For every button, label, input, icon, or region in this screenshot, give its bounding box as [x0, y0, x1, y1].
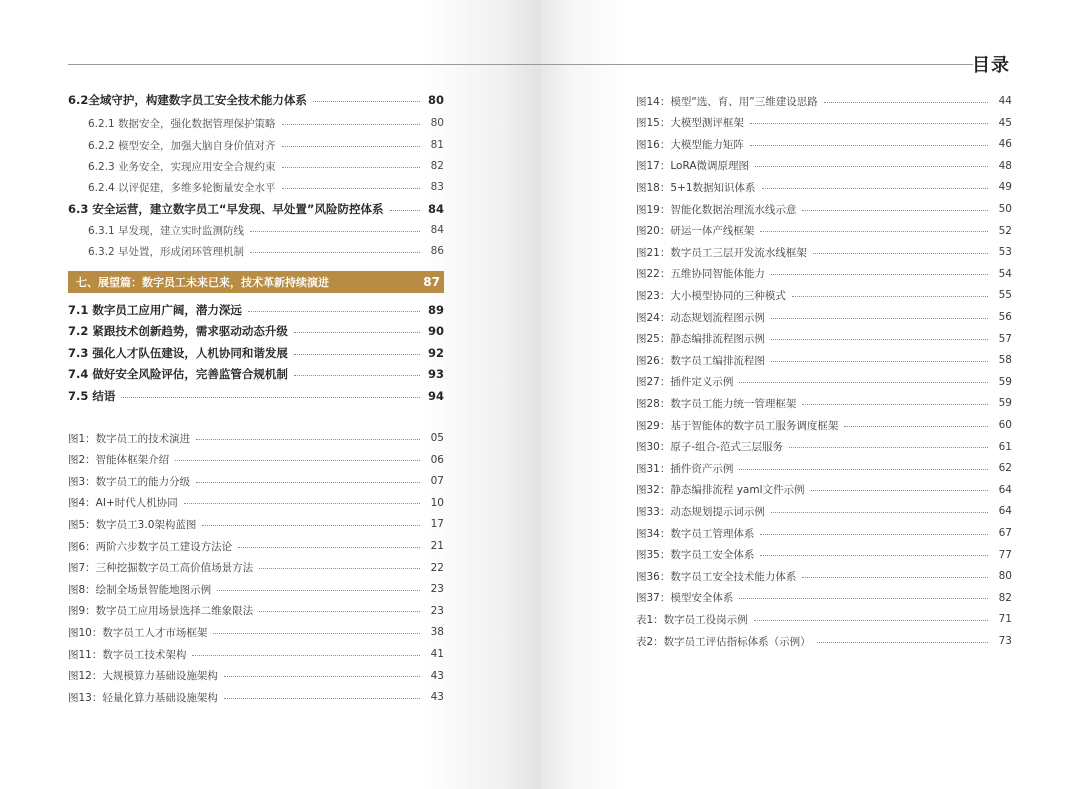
toc-page-number: 67: [998, 527, 1012, 539]
toc-page-number: 90: [427, 324, 444, 338]
dot-leader: [224, 698, 420, 699]
dot-leader: [754, 620, 988, 621]
figure-list-row[interactable]: [636, 350, 1012, 370]
toc-subsection-row[interactable]: [88, 220, 444, 240]
dot-leader: [771, 274, 988, 275]
toc-entry-title: 图23：大小模型协同的三种模式: [636, 289, 786, 302]
toc-page-number: 81: [430, 139, 444, 151]
toc-entry-title: 图14：模型“选、育、用”三维建设思路: [636, 95, 818, 108]
figure-list-row[interactable]: [68, 450, 444, 470]
figure-list-row[interactable]: [636, 415, 1012, 435]
toc-page-number: 17: [430, 518, 444, 531]
dot-leader: [844, 426, 988, 427]
dot-leader: [192, 655, 420, 656]
toc-page-number: 07: [430, 475, 444, 488]
toc-page-number: 48: [998, 159, 1012, 172]
dot-leader: [771, 512, 988, 513]
toc-entry-title: 图6：两阶六步数字员工建设方法论: [68, 540, 233, 553]
dot-leader: [811, 490, 989, 491]
toc-entry-title: 图32：静态编排流程 yaml文件示例: [636, 484, 805, 497]
toc-entry-title: 图17：LoRA微调原理图: [636, 160, 750, 173]
toc-page-number: 54: [998, 267, 1012, 280]
toc-page-number: 53: [998, 246, 1012, 259]
figure-list-row[interactable]: [636, 264, 1012, 284]
dot-leader: [282, 146, 420, 147]
figure-list-row[interactable]: [68, 622, 444, 642]
toc-subsection-row[interactable]: [88, 135, 444, 155]
dot-leader: [750, 145, 988, 146]
toc-section-row[interactable]: [68, 343, 444, 363]
figure-list-row[interactable]: [636, 566, 1012, 586]
dot-leader: [213, 633, 420, 634]
figure-list-row[interactable]: [636, 242, 1012, 262]
toc-entry-title: 图30：原子-组合-范式三层服务: [636, 441, 783, 454]
figure-list-row[interactable]: [636, 199, 1012, 219]
toc-entry-title: 6.3.2 早处置，形成闭环管理机制: [88, 245, 245, 258]
figure-list-row[interactable]: [636, 609, 1012, 629]
toc-page-number: 05: [430, 432, 444, 444]
toc-entry-title: 7.4 做好安全风险评估，完善监管合规机制: [68, 367, 288, 381]
toc-page-number: 06: [430, 453, 444, 466]
dot-leader: [755, 166, 988, 167]
toc-page-number: 10: [430, 496, 444, 509]
dot-leader: [248, 311, 420, 312]
toc-page-number: 84: [427, 202, 444, 216]
toc-entry-title: 7.2 紧跟技术创新趋势，需求驱动动态升级: [68, 324, 288, 338]
dot-leader: [739, 469, 988, 470]
toc-page-number: 80: [998, 570, 1012, 583]
dot-leader: [202, 525, 420, 526]
toc-entry-title: 图28：数字员工能力统一管理框架: [636, 397, 797, 410]
dot-leader: [792, 296, 988, 297]
toc-page-number: 80: [430, 117, 444, 129]
toc-page-number: 49: [998, 181, 1012, 194]
toc-page-number: 56: [998, 311, 1012, 323]
toc-section-row[interactable]: [68, 199, 444, 219]
toc-subsection-row[interactable]: [88, 177, 444, 197]
dot-leader: [817, 642, 988, 643]
figure-list-row[interactable]: [636, 91, 1012, 111]
dot-leader: [750, 123, 988, 124]
toc-page-number: 89: [427, 303, 444, 317]
figure-list-row[interactable]: [636, 480, 1012, 500]
dot-leader: [282, 124, 420, 125]
figure-list-row[interactable]: [68, 579, 444, 599]
dot-leader: [294, 375, 420, 376]
toc-entry-title: 7.3 强化人才队伍建设，人机协同和谐发展: [68, 346, 288, 360]
toc-subsection-row[interactable]: [88, 156, 444, 176]
dot-leader: [282, 188, 420, 189]
chapter-7-band[interactable]: [68, 271, 444, 293]
toc-entry-title: 图11：数字员工技术架构: [68, 648, 187, 661]
figure-list-row[interactable]: [68, 687, 444, 707]
toc-entry-title: 图9：数字员工应用场景选择二维象限法: [68, 605, 254, 618]
toc-page-number: 23: [430, 604, 444, 617]
toc-page-number: 23: [430, 583, 444, 596]
toc-entry-title: 图35：数字员工安全体系: [636, 549, 755, 562]
figure-list-row[interactable]: [636, 285, 1012, 305]
dot-leader: [760, 534, 988, 535]
dot-leader: [196, 482, 420, 483]
toc-entry-title: 图22：五维协同智能体能力: [636, 268, 765, 281]
toc-entry-title: 图16：大模型能力矩阵: [636, 138, 744, 151]
toc-page-number: 59: [998, 397, 1012, 410]
toc-page-number: 83: [430, 181, 444, 193]
dot-leader: [250, 252, 420, 253]
dot-leader: [217, 590, 420, 591]
dot-leader: [175, 460, 420, 461]
figure-list-row[interactable]: [636, 588, 1012, 608]
dot-leader: [196, 439, 420, 440]
toc-entry-title: 图34：数字员工管理体系: [636, 527, 755, 540]
toc-page-number: 55: [998, 289, 1012, 302]
toc-entry-title: 图13：轻量化算力基础设施架构: [68, 691, 218, 704]
toc-page-number: 44: [998, 95, 1012, 107]
toc-page-number: 61: [998, 440, 1012, 453]
toc-page-number: 21: [430, 540, 444, 552]
figure-list-row[interactable]: [636, 393, 1012, 413]
toc-entry-title: 图2：智能体框架介绍: [68, 454, 170, 467]
dot-leader: [760, 555, 988, 556]
toc-page-number: 94: [427, 389, 444, 403]
dot-leader: [789, 447, 988, 448]
toc-page-number: 84: [430, 224, 444, 236]
toc-entry-title: 图20：研运一体产线框架: [636, 225, 755, 238]
toc-section-row[interactable]: [68, 90, 444, 110]
dot-leader: [294, 354, 420, 355]
toc-page-number: 43: [430, 669, 444, 682]
figure-list-row[interactable]: [636, 156, 1012, 176]
toc-entry-title: 表2：数字员工评估指标体系（示例）: [636, 635, 811, 648]
toc-page-number: 57: [998, 332, 1012, 345]
toc-entry-title: 图37：模型安全体系: [636, 592, 734, 605]
toc-entry-title: 7.1 数字员工应用广阔，潜力深远: [68, 303, 242, 317]
toc-subsection-row[interactable]: [88, 113, 444, 133]
figure-list-row[interactable]: [68, 644, 444, 664]
dot-leader: [313, 101, 420, 102]
toc-page-number: 82: [430, 160, 444, 172]
toc-page-number: 46: [998, 138, 1012, 151]
dot-leader: [390, 210, 421, 211]
toc-entry-title: 6.2.3 业务安全，实现应用安全合规约束: [88, 160, 276, 173]
toc-page-number: 64: [998, 505, 1012, 518]
toc-entry-title: 图12：大规模算力基础设施架构: [68, 670, 218, 683]
toc-entry-title: 图25：静态编排流程图示例: [636, 333, 765, 346]
toc-entry-title: 6.2全域守护，构建数字员工安全技术能力体系: [68, 93, 307, 107]
toc-page-number: 50: [998, 203, 1012, 215]
figure-list-row[interactable]: [68, 601, 444, 621]
figure-list-row[interactable]: [68, 514, 444, 534]
page-title: 目录: [972, 55, 1010, 76]
figure-list-row[interactable]: [636, 437, 1012, 457]
dot-leader: [802, 210, 988, 211]
toc-page-number: 71: [998, 613, 1012, 626]
toc-page-number: 43: [430, 691, 444, 704]
toc-entry-title: 图7：三种挖掘数字员工高价值场景方法: [68, 562, 254, 575]
figure-list-row[interactable]: [636, 134, 1012, 154]
dot-leader: [771, 361, 988, 362]
toc-entry-title: 图36：数字员工安全技术能力体系: [636, 570, 797, 583]
toc-page-number: 92: [427, 346, 444, 360]
toc-page-number: 80: [427, 93, 444, 107]
toc-entry-title: 表1：数字员工役岗示例: [636, 613, 748, 626]
toc-entry-title: 6.3 安全运营，建立数字员工“早发现、早处置”风险防控体系: [68, 202, 384, 216]
figure-list-row[interactable]: [636, 458, 1012, 478]
dot-leader: [739, 382, 988, 383]
dot-leader: [760, 231, 988, 232]
toc-entry-title: 6.2.4 以评促建，多维多轮衡量安全水平: [88, 181, 276, 194]
toc-entry-title: 图33：动态规划提示词示例: [636, 505, 765, 518]
toc-entry-title: 6.2.1 数据安全，强化数据管理保护策略: [88, 117, 276, 130]
toc-page-number: 86: [430, 245, 444, 257]
dot-leader: [259, 611, 420, 612]
dot-leader: [250, 231, 420, 232]
figure-list-row[interactable]: [636, 307, 1012, 327]
dot-leader: [802, 577, 988, 578]
figure-list-row[interactable]: [636, 545, 1012, 565]
dot-leader: [802, 404, 988, 405]
toc-page-number: 38: [430, 626, 444, 639]
toc-page-number: 60: [998, 419, 1012, 431]
toc-entry-title: 图24：动态规划流程图示例: [636, 311, 765, 324]
toc-page-number: 82: [998, 591, 1012, 604]
toc-page-number: 22: [430, 561, 444, 574]
toc-entry-title: 图10：数字员工人才市场框架: [68, 626, 208, 639]
toc-page-number: 58: [998, 354, 1012, 367]
toc-entry-title: 图18：5+1数据知识体系: [636, 181, 756, 194]
chapter-title: 七、展望篇：数字员工未来已来，技术革新持续演进: [76, 276, 329, 289]
figure-list-row[interactable]: [68, 536, 444, 556]
header-rule: [68, 64, 973, 65]
figure-list-row[interactable]: [636, 221, 1012, 241]
figure-list-row[interactable]: [636, 113, 1012, 133]
toc-entry-title: 图27：插件定义示例: [636, 376, 734, 389]
toc-entry-title: 6.3.1 早发现，建立实时监测防线: [88, 224, 245, 237]
dot-leader: [282, 167, 420, 168]
dot-leader: [184, 503, 420, 504]
toc-page-number: 77: [998, 548, 1012, 561]
figure-list-row[interactable]: [636, 372, 1012, 392]
chapter-page-number: 87: [423, 275, 440, 289]
toc-page-number: 41: [430, 648, 444, 660]
dot-leader: [771, 318, 988, 319]
dot-leader: [762, 188, 988, 189]
figure-list-row[interactable]: [68, 558, 444, 578]
dot-leader: [824, 102, 988, 103]
toc-entry-title: 图1：数字员工的技术演进: [68, 432, 191, 445]
dot-leader: [121, 397, 420, 398]
toc-entry-title: 图29：基于智能体的数字员工服务调度框架: [636, 419, 839, 432]
toc-entry-title: 图19：智能化数据治理流水线示意: [636, 203, 797, 216]
dot-leader: [739, 598, 988, 599]
toc-page-number: 93: [427, 367, 444, 381]
toc-entry-title: 7.5 结语: [68, 389, 116, 403]
toc-section-row[interactable]: [68, 321, 444, 341]
dot-leader: [224, 676, 420, 677]
toc-entry-title: 图21：数字员工三层开发流水线框架: [636, 246, 807, 259]
figure-list-row[interactable]: [636, 329, 1012, 349]
toc-page-number: 64: [998, 483, 1012, 496]
toc-page-number: 52: [998, 224, 1012, 237]
toc-entry-title: 图8：绘制全场景智能地图示例: [68, 583, 212, 596]
figure-list-row[interactable]: [68, 428, 444, 448]
toc-page-number: 59: [998, 375, 1012, 388]
figure-list-row[interactable]: [636, 177, 1012, 197]
dot-leader: [813, 253, 988, 254]
toc-entry-title: 图5：数字员工3.0架构蓝图: [68, 518, 197, 531]
toc-entry-title: 图31：插件资产示例: [636, 462, 734, 475]
figure-list-row[interactable]: [68, 493, 444, 513]
figure-list-row[interactable]: [68, 471, 444, 491]
figure-list-row[interactable]: [636, 631, 1012, 651]
toc-entry-title: 图15：大模型测评框架: [636, 117, 744, 130]
dot-leader: [294, 332, 420, 333]
toc-entry-title: 6.2.2 模型安全，加强大脑自身价值对齐: [88, 139, 276, 152]
toc-page-number: 62: [998, 462, 1012, 475]
figure-list-row[interactable]: [68, 666, 444, 686]
toc-entry-title: 图3：数字员工的能力分级: [68, 475, 191, 488]
toc-section-row[interactable]: [68, 386, 444, 406]
figure-list-row[interactable]: [636, 523, 1012, 543]
figure-list-row[interactable]: [636, 501, 1012, 521]
dot-leader: [238, 547, 420, 548]
toc-entry-title: 图4：AI+时代人机协同: [68, 497, 178, 510]
dot-leader: [771, 339, 988, 340]
toc-page-number: 73: [998, 635, 1012, 647]
toc-section-row[interactable]: [68, 364, 444, 384]
toc-page-number: 45: [998, 116, 1012, 129]
toc-section-row[interactable]: [68, 300, 444, 320]
dot-leader: [259, 568, 420, 569]
toc-subsection-row[interactable]: [88, 241, 444, 261]
toc-entry-title: 图26：数字员工编排流程图: [636, 354, 765, 367]
